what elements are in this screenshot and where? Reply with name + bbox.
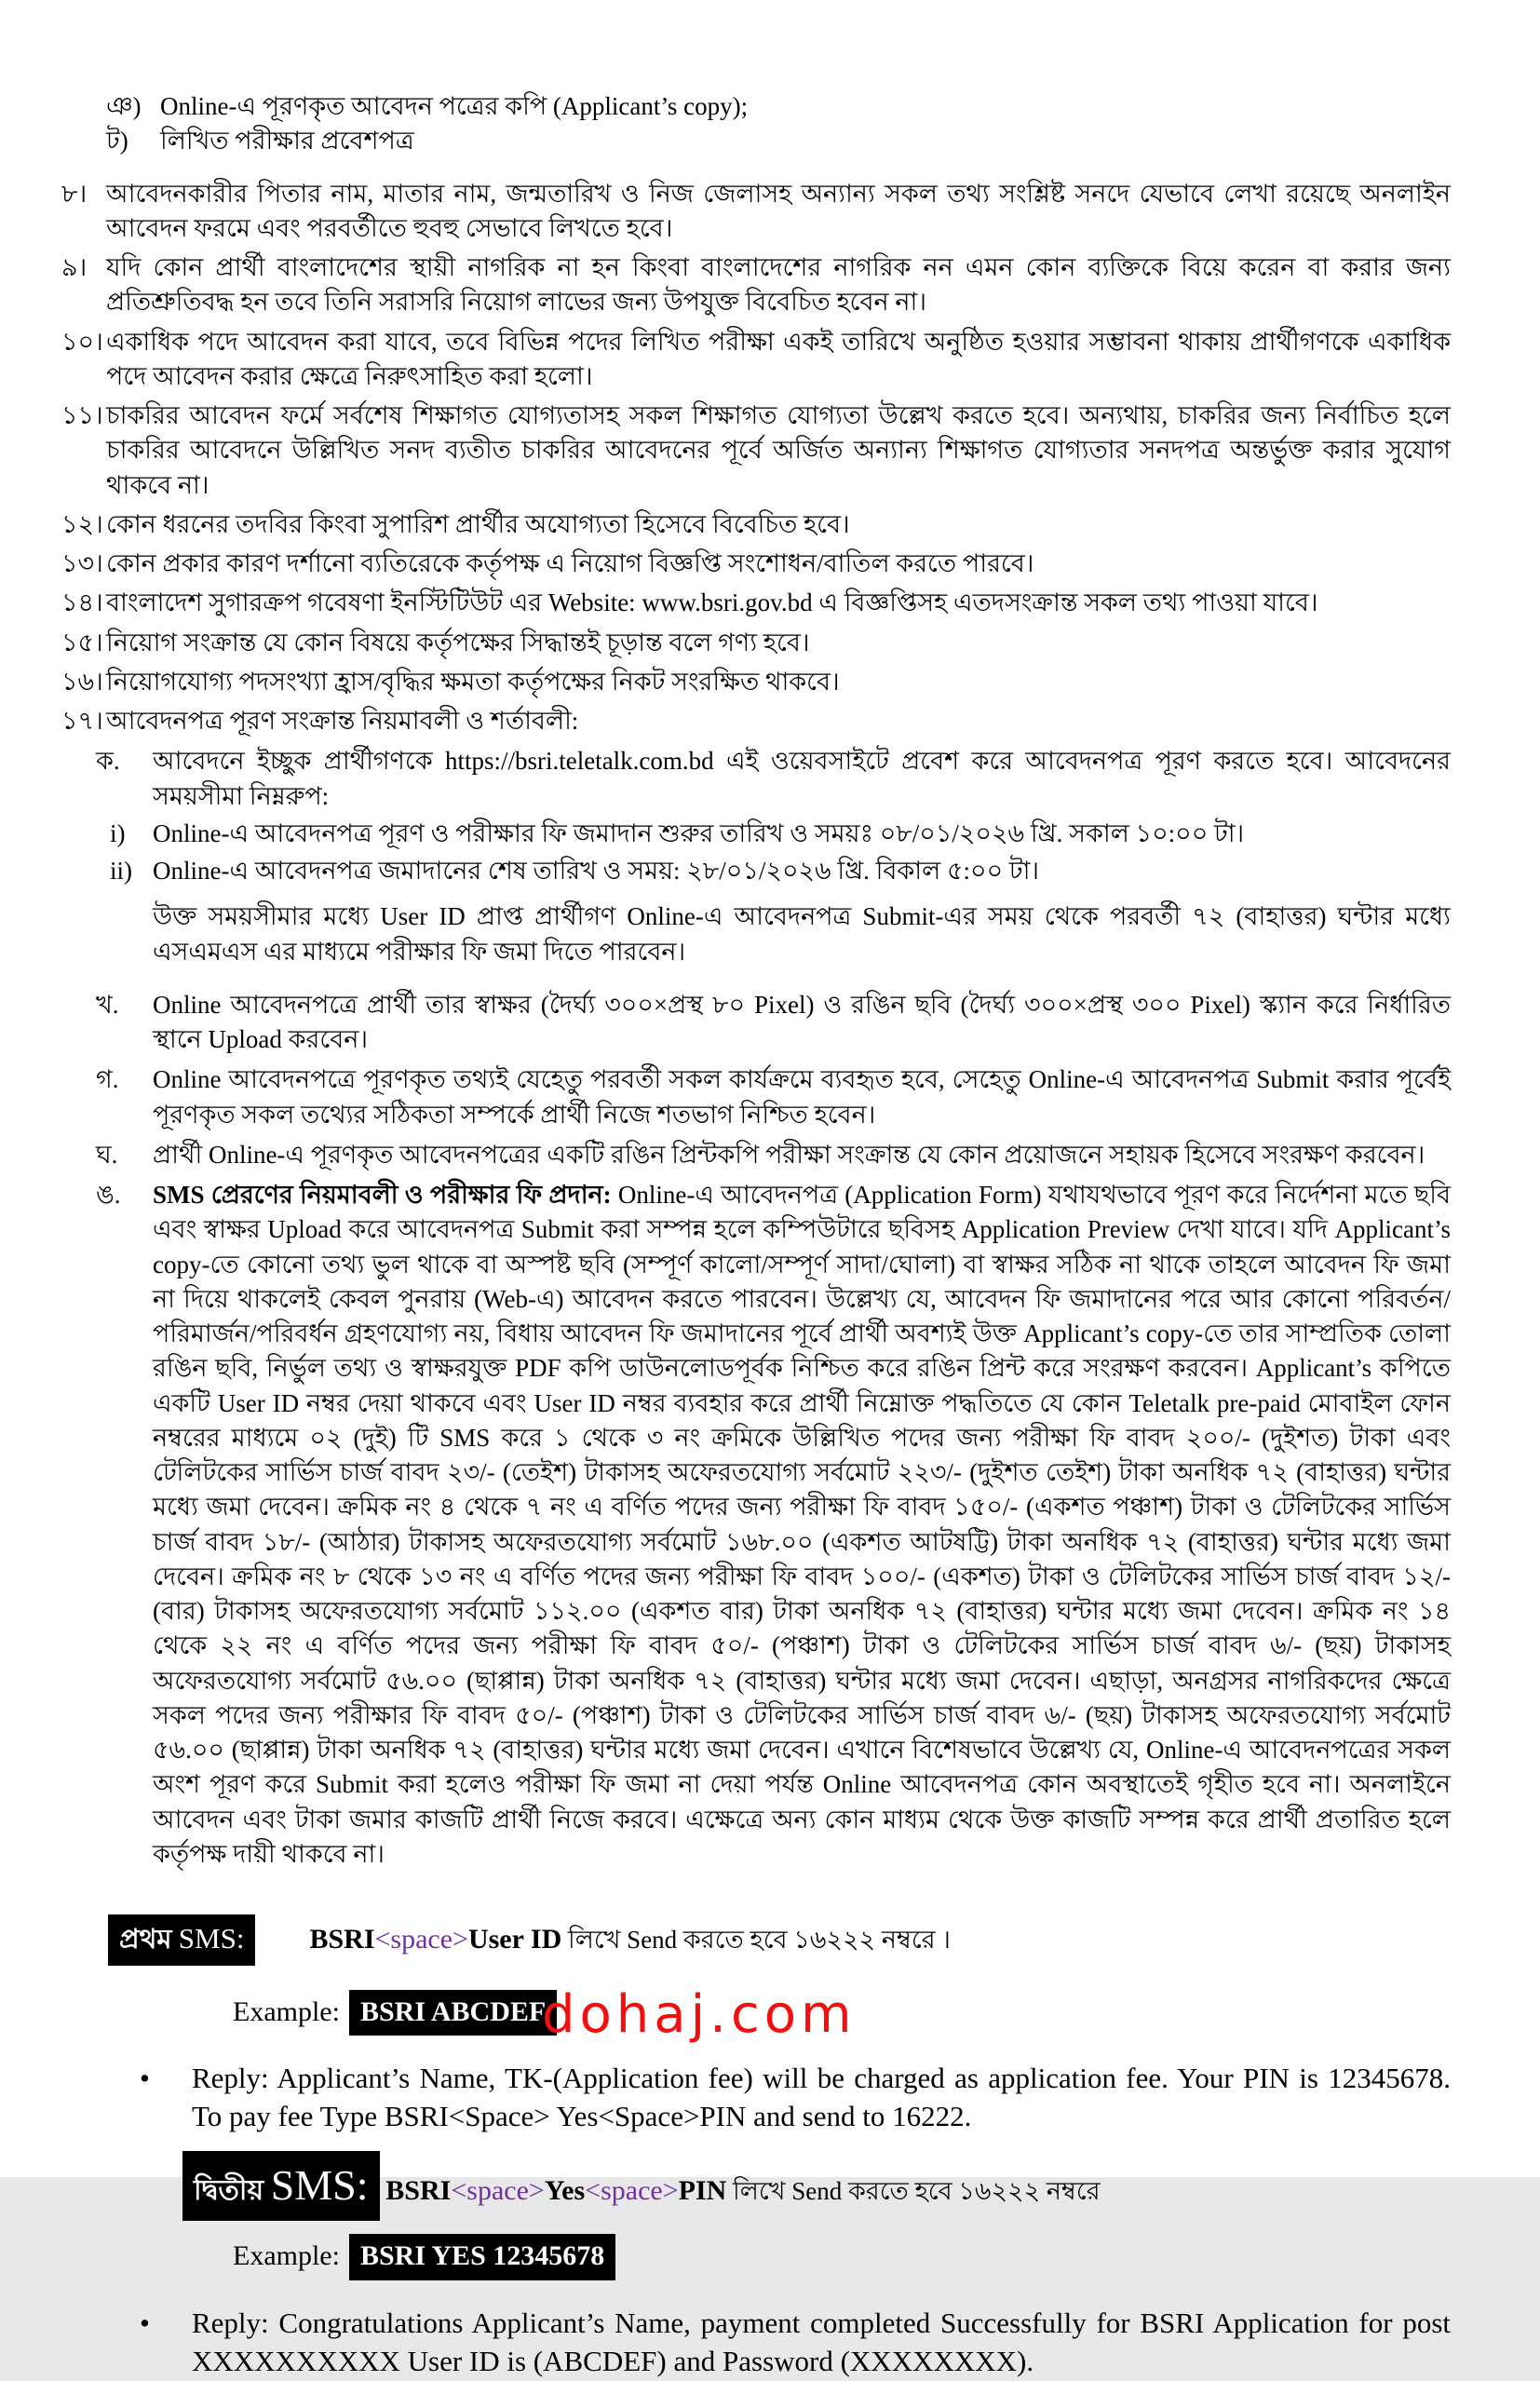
- item-text: কোন ধরনের তদবির কিংবা সুপারিশ প্রার্থীর অযোগ্যতা হিসেবে বিবেচিত হবে।: [106, 509, 850, 538]
- list-item-10: [61, 325, 1451, 395]
- first-sms-instruction: [108, 1914, 1451, 1966]
- second-sms-label: [182, 2151, 380, 2221]
- fee-window-note: উক্ত সময়সীমার মধ্যে User ID প্রাপ্ত প্রার্থীগণ Online-এ আবেদনপত্র Submit-এর সময় থেকে পরবর্তী ৭২ (বাহাত্তর) ঘন্টার মধ্যে এসএমএস এর মাধ্যমে পরীক্ষার ফি জমা দিতে পারবেন।: [153, 902, 1451, 966]
- item-text: একাধিক পদে আবেদন করা যাবে, তবে বিভিন্ন পদের লিখিত পরীক্ষা একই তারিখে অনুষ্ঠিত হওয়ার সম্ভাবনা থাকায় প্রার্থীগণকে একাধিক পদে আবেদন করার ক্ষেত্রে নিরুৎসাহিত করা হলো।: [106, 327, 1451, 390]
- deadline-start-row: [110, 817, 1451, 851]
- sms-rules-text: Online-এ আবেদনপত্র (Application Form) যথাযথভাবে পূরণ করে নির্দেশনা মতে ছবি এবং স্বাক্ষর Upload করে আবেদনপত্র Submit করা সম্পন্ন হলে কম্পিউটারে ছবিসহ Application Preview দেখা যাবে। যদি Applicant’s copy-তে কোনো তথ্য ভুল থাকে বা অস্পষ্ট ছবি (সম্পূর্ণ কালো/সম্পূর্ণ সাদা/ঘোলা) বা স্বাক্ষর সঠিক না থাকে তাহলে আবেদন ফি জমা না দিয়ে থাকলেই কেবল পুনরায় (Web-এ) আবেদন করতে পারবেন। উল্লেখ্য যে, আবেদন ফি জমাদানের পরে আর কোনো পরিবর্তন/পরিমার্জন/পরিবর্ধন গ্রহণযোগ্য নয়, বিধায় আবেদন ফি জমাদানের পূর্বে প্রার্থী অবশ্যই উক্ত Applicant’s copy-তে তার সাম্প্রতিক তোলা রঙিন ছবি, নির্ভুল তথ্য ও স্বাক্ষরযুক্ত PDF কপি ডাউনলোডপূর্বক নিশ্চিত করে রঙিন প্রিন্ট করে সংরক্ষণ করবেন। Applicant’s কপিতে একটি User ID নম্বর দেয়া থাকবে এবং User ID নম্বর ব্যবহার করে প্রার্থী নিম্নোক্ত পদ্ধতিতে যে কোন Teletalk pre-paid মোবাইল ফোন নম্বরের মাধ্যমে ০২ (দুই) টি SMS করে ১ থেকে ৩ নং ক্রমিকে উল্লিখিত পদের জন্য পরীক্ষা ফি বাবদ ২০০/- (দুইশত) টাকা এবং টেলিটকের সার্ভিস চার্জ বাবদ ২৩/- (তেইশ) টাকাসহ অফেরতযোগ্য সর্বমোট ২২৩/- (দুইশত তেইশ) টাকা অনধিক ৭২ (বাহাত্তর) ঘন্টার মধ্যে জমা দেবেন। ক্রমিক নং ৪ থেকে ৭ নং এ বর্ণিত পদের জন্য পরীক্ষা ফি বাবদ ১৫০/- (একশত পঞ্চাশ) টাকা ও টেলিটকের সার্ভিস চার্জ বাবদ ১৮/- (আঠার) টাকাসহ অফেরতযোগ্য সর্বমোট ১৬৮.০০ (একশত আটষট্টি) টাকা অনধিক ৭২ (বাহাত্তর) ঘন্টার মধ্যে জমা দেবেন। ক্রমিক নং ৮ থেকে ১৩ নং এ বর্ণিত পদের জন্য পরীক্ষা ফি বাবদ ১০০/- (একশত) টাকা ও টেলিটকের সার্ভিস চার্জ বাবদ ১২/- (বার) টাকাসহ অফেরতযোগ্য সর্বমোট ১১২.০০ (একশত বার) টাকা অনধিক ৭২ (বাহাত্তর) ঘন্টার মধ্যে জমা দেবেন। ক্রমিক নং ১৪ থেকে ২২ নং এ বর্ণিত পদের জন্য পরীক্ষা ফি বাবদ ৫০/- (পঞ্চাশ) টাকা ও টেলিটকের সার্ভিস চার্জ বাবদ ৬/- (ছয়) টাকাসহ অফেরতযোগ্য সর্বমোট ৫৬.০০ (ছাপ্পান্ন) টাকা অনধিক ৭২ (বাহাত্তর) ঘন্টার মধ্যে জমা দেবেন। এছাড়া, অনগ্রসর নাগরিকদের ক্ষেত্রে সকল পদের জন্য পরীক্ষার ফি বাবদ ৫০/- (পঞ্চাশ) টাকা ও টেলিটকের সার্ভিস চার্জ বাবদ ৬/- (ছয়) টাকাসহ অফেরতযোগ্য সর্বমোট ৫৬.০০ (ছাপ্পান্ন) টাকা অনধিক ৭২ (বাহাত্তর) ঘন্টার মধ্যে জমা দেবেন। এখানে বিশেষভাবে উল্লেখ্য যে, Online-এ আবেদনপত্রের সকল অংশ পূরণ করে Submit করা হলেও পরীক্ষা ফি জমা না দেয়া পর্যন্ত Online আবেদনপত্র কোন অবস্থাতেই গৃহীত হবে না। অনলাইনে আবেদন এবং টাকা জমার কাজটি প্রার্থী নিজে করবে। এক্ষেত্রে অন্য কোন মাধ্যম থেকে উক্ত কাজটি সম্পন্ন করে প্রার্থী প্রতারিত হলে কর্তৃপক্ষ দায়ী থাকবে না।: [153, 1181, 1451, 1868]
- example-label: Example:: [233, 1995, 340, 2027]
- item-text: Online আবেদনপত্রে প্রার্থী তার স্বাক্ষর (দৈর্ঘ্য ৩০০×প্রস্থ ৮০ Pixel) ও রঙিন ছবি (দৈর্ঘ্য ৩০০×প্রস্থ ৩০০ Pixel) স্ক্যান করে নির্ধারিত স্থানে Upload করবেন।: [153, 990, 1451, 1053]
- sms-instruction-text: লিখে Send করতে হবে ১৬২২২ নম্বরে: [726, 2176, 1101, 2205]
- space-token: <space>: [374, 1924, 468, 1955]
- item-text: নিয়োগ সংক্রান্ত যে কোন বিষয়ে কর্তৃপক্ষের সিদ্ধান্তই চূড়ান্ত বলে গণ্য হবে।: [106, 628, 810, 656]
- item-letter: ট): [106, 127, 128, 156]
- site-watermark: dohaj.com: [542, 1984, 857, 2045]
- item-text: আবেদনকারীর পিতার নাম, মাতার নাম, জন্মতারিখ ও নিজ জেলাসহ অন্যান্য সকল তথ্য সংশ্লিষ্ট সনদে যেভাবে লেখা রয়েছে অনলাইন আবেদন ফরমে এবং পরবর্তীতে হুবহু সেভাবে লিখতে হবে।: [106, 179, 1451, 242]
- first-sms-label-en: SMS:: [178, 1922, 245, 1955]
- item-letter: খ.: [96, 990, 119, 1019]
- item-text: আবেদনে ইচ্ছুক প্রার্থীগণকে https://bsri.teletalk.com.bd এই ওয়েবসাইটে প্রবেশ করে আবেদনপত্র পূরণ করতে হবে। আবেদনের সময়সীমা নিম্নরুপ:: [153, 747, 1451, 810]
- item-roman-numeral: i): [110, 818, 126, 847]
- list-item-14: [61, 586, 1451, 620]
- item-number: ১৬।: [61, 667, 103, 696]
- item-text: Online-এ আবেদনপত্র পূরণ ও পরীক্ষার ফি জমাদান শুরুর তারিখ ও সময়ঃ ০৮/০১/২০২৬ খ্রি. সকাল ১০:০০ টা।: [153, 818, 1245, 847]
- bullet-icon: •: [140, 2306, 150, 2339]
- first-sms-label-bn: প্রথম: [119, 1925, 179, 1955]
- item-text: নিয়োগযোগ্য পদসংখ্যা হ্রাস/বৃদ্ধির ক্ষমতা কর্তৃপক্ষের নিকট সংরক্ষিত থাকবে।: [106, 667, 840, 696]
- spacer: [61, 1966, 1451, 1990]
- sub-item-ka: [96, 744, 1451, 969]
- second-sms-reply: [140, 2305, 1451, 2381]
- second-sms-label-en: SMS:: [270, 2160, 369, 2209]
- example-label: Example:: [233, 2240, 340, 2272]
- item-text: আবেদনপত্র পূরণ সংক্রান্ত নিয়মাবলী ও শর্তাবলী:: [106, 707, 579, 735]
- item-number: ১৫।: [61, 628, 103, 656]
- sub-item-uma: [96, 1178, 1451, 1872]
- item-number: ১২।: [61, 509, 103, 538]
- list-item: [106, 89, 1451, 124]
- top-letter-list: [106, 89, 1451, 159]
- spacer: [61, 2221, 1451, 2234]
- reply-text: Reply: Congratulations Applicant’s Name, payment completed Successfully for BSRI Application for post XXXXXXXXXX User ID is (ABCDEF) and Password (XXXXXXXX).: [192, 2306, 1451, 2377]
- first-sms-reply: [140, 2060, 1451, 2136]
- spacer: [61, 2036, 1451, 2060]
- item-number: ১৩।: [61, 549, 103, 577]
- sms-rules-heading: SMS প্রেরণের নিয়মাবলী ও পরীক্ষার ফি প্রদান:: [153, 1181, 612, 1209]
- example-value: BSRI ABCDEF: [349, 1990, 557, 2036]
- item-roman-numeral: ii): [110, 857, 132, 885]
- item-letter: ক.: [96, 747, 120, 776]
- first-sms-label: [108, 1914, 255, 1966]
- sms-keyword: BSRI: [309, 1924, 375, 1955]
- list-item-8: [61, 177, 1451, 247]
- second-sms-example: [233, 2234, 1451, 2280]
- space-token: <space>: [451, 2174, 545, 2206]
- item-number: ১১।: [61, 401, 103, 429]
- space-token: <space>: [585, 2174, 679, 2206]
- sub-item-ga: [96, 1062, 1451, 1132]
- second-sms-label-bn: দ্বিতীয়: [194, 2174, 271, 2206]
- bullet-icon: •: [140, 2062, 150, 2095]
- item-text: বাংলাদেশ সুগারক্রপ গবেষণা ইনস্টিটিউট এর Website: www.bsri.gov.bd এ বিজ্ঞপ্তিসহ এতদসংক্রান্ত সকল তথ্য পাওয়া যাবে।: [106, 588, 1318, 617]
- item-text: প্রার্থী Online-এ পূরণকৃত আবেদনপত্রের একটি রঙিন প্রিন্টকপি পরীক্ষা সংক্রান্ত যে কোন প্রয়োজনে সহায়ক হিসেবে সংরক্ষণ করবেন।: [153, 1140, 1425, 1169]
- item-text: Online আবেদনপত্রে পূরণকৃত তথ্যই যেহেতু পরবর্তী সকল কার্যক্রমে ব্যবহৃত হবে, সেহেতু Online-এ আবেদনপত্র Submit করার পূর্বেই পূরণকৃত সকল তথ্যের সঠিকতা সম্পর্কে প্রার্থী নিজে শতভাগ নিশ্চিত হবেন।: [153, 1065, 1451, 1129]
- list-item-17: [61, 704, 1451, 738]
- list-item-16: [61, 665, 1451, 699]
- sms-keyword: Yes: [544, 2174, 586, 2206]
- list-item: [106, 124, 1451, 158]
- item-text: কোন প্রকার কারণ দর্শানো ব্যতিরেকে কর্তৃপক্ষ এ নিয়োগ বিজ্ঞপ্তি সংশোধন/বাতিল করতে পারবে।: [106, 549, 1034, 577]
- sub-item-gha: [96, 1138, 1451, 1172]
- sub-item-kha: [96, 988, 1451, 1058]
- list-item-9: [61, 250, 1451, 320]
- item-letter: ঞ): [106, 92, 142, 120]
- item-body: [153, 1178, 1451, 1872]
- spacer: [61, 969, 1451, 982]
- sms-keyword: BSRI: [385, 2174, 452, 2206]
- deadline-end-row: [110, 854, 1451, 888]
- item-number: ১৪।: [61, 588, 103, 617]
- sms-keyword: PIN: [678, 2174, 727, 2206]
- item-number: ১০।: [61, 327, 103, 356]
- sms-instruction-text: লিখে Send করতে হবে ১৬২২২ নম্বরে ।: [561, 1926, 951, 1954]
- item-body: [110, 744, 1451, 969]
- first-sms-example: [233, 1990, 1451, 2036]
- item-number: ৯।: [61, 253, 88, 281]
- spacer: [61, 2280, 1451, 2305]
- item-text: যদি কোন প্রার্থী বাংলাদেশের স্থায়ী নাগরিক না হন কিংবা বাংলাদেশের নাগরিক নন এমন কোন ব্যক্তিকে বিয়ে করেন বা করার জন্য প্রতিশ্রুতিবদ্ধ হন তবে তিনি সরাসরি নিয়োগ লাভের জন্য উপযুক্ত বিবেচিত হবেন না।: [106, 253, 1451, 317]
- second-sms-instruction: [182, 2151, 1451, 2221]
- list-item-15: [61, 626, 1451, 660]
- example-value: BSRI YES 12345678: [349, 2234, 615, 2280]
- item-number: ১৭।: [61, 707, 103, 735]
- item-letter: ঙ.: [96, 1181, 121, 1209]
- item-letter: গ.: [96, 1065, 119, 1094]
- sms-keyword: User ID: [467, 1924, 562, 1955]
- spacer: [61, 159, 1451, 172]
- item-text: লিখিত পরীক্ষার প্রবেশপত্র: [160, 127, 414, 156]
- item-text: Online-এ আবেদনপত্র জমাদানের শেষ তারিখ ও সময়: ২৮/০১/২০২৬ খ্রি. বিকাল ৫:০০ টা।: [153, 857, 1040, 885]
- list-item-13: [61, 547, 1451, 581]
- item-letter: ঘ.: [96, 1140, 118, 1169]
- list-item-12: [61, 507, 1451, 542]
- list-item-11: [61, 399, 1451, 503]
- reply-text: Reply: Applicant’s Name, TK-(Application fee) will be charged as application fee. Your PIN is 12345678. To pay fee Type BSRI<Space> Yes<Space>PIN and send to 16222.: [192, 2062, 1451, 2133]
- item-number: ৮।: [61, 179, 88, 208]
- item-text: চাকরির আবেদন ফর্মে সর্বশেষ শিক্ষাগত যোগ্যতাসহ সকল শিক্ষাগত যোগ্যতা উল্লেখ করতে হবে। অন্যথায়, চাকরির জন্য নির্বাচিত হলে চাকরির আবেদনে উল্লিখিত সনদ ব্যতীত চাকরির আবেদনের পূর্বে অর্জিত অন্যান্য শিক্ষাগত যোগ্যতার সনদপত্র অন্তর্ভুক্ত করার সুযোগ থাকবে না।: [106, 401, 1451, 499]
- spacer: [61, 1872, 1451, 1914]
- item-text: Online-এ পূরণকৃত আবেদন পত্রের কপি (Applicant’s copy);: [160, 92, 749, 120]
